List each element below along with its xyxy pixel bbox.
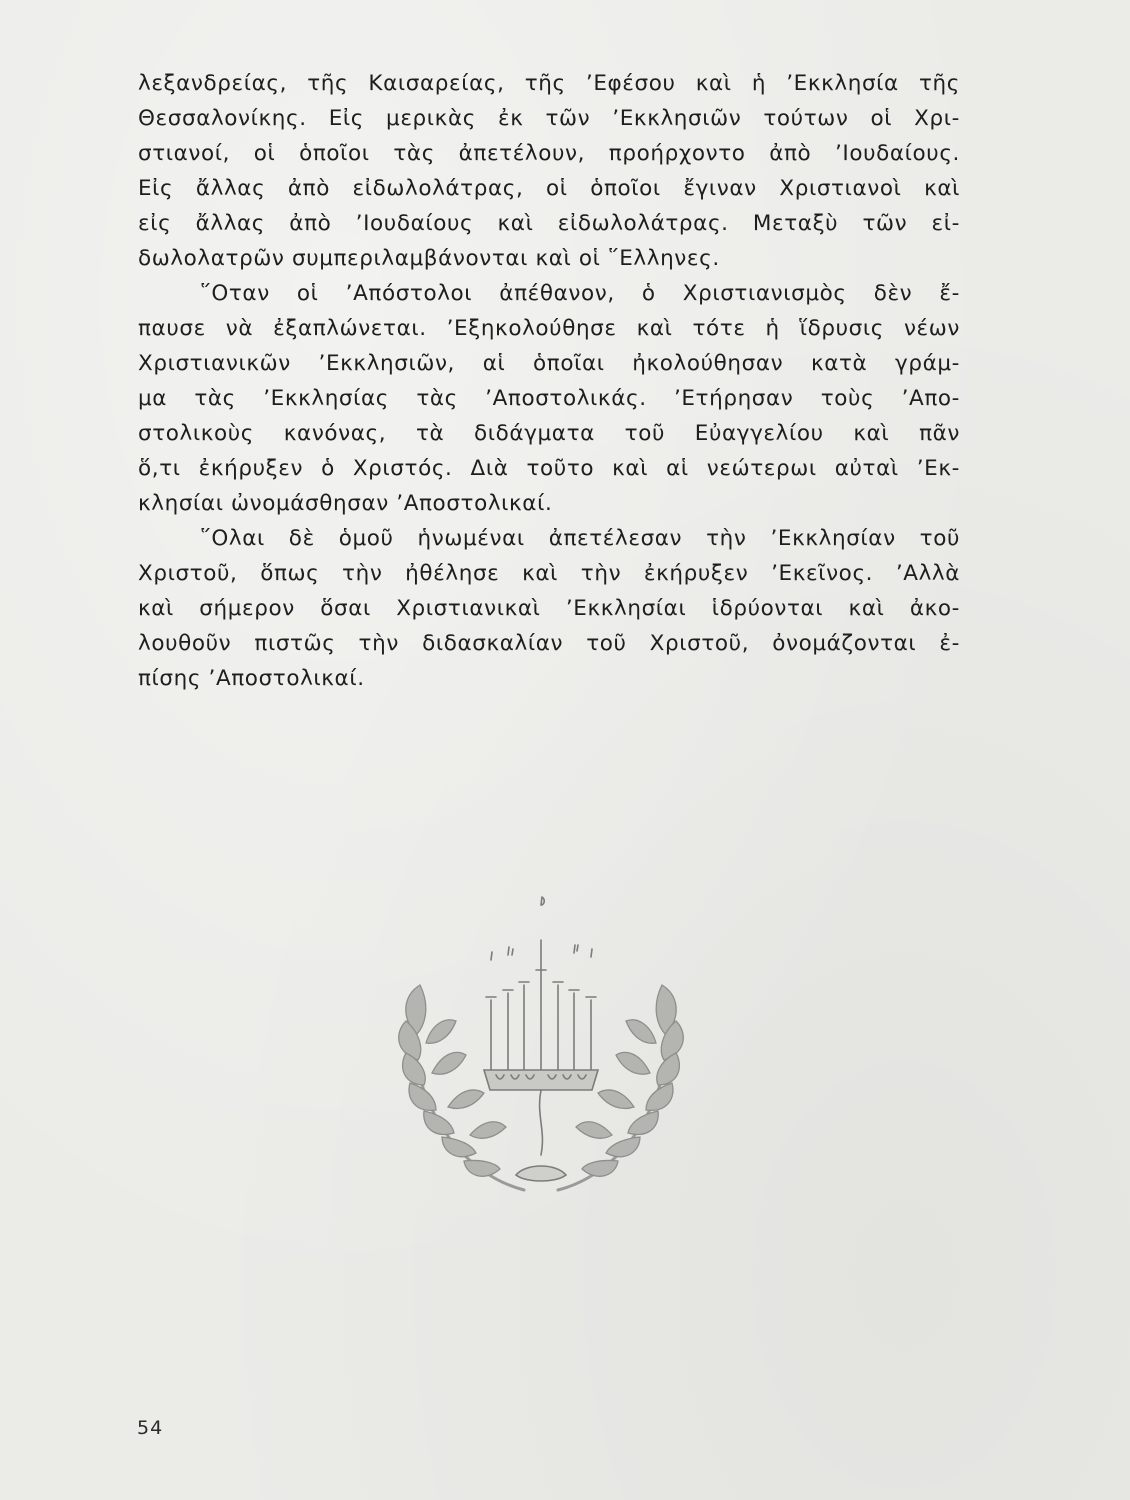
text-line: Εἰς ἄλλας ἀπὸ εἰδωλολάτρας, οἱ ὁποῖοι ἔγιναν Χριστιανοὶ καὶ	[138, 176, 960, 201]
paragraph-start-line: ῞Ολαι δὲ ὁμοῦ ἡνωμέναι ἀπετέλεσαν τὴν ’Εκκλησίαν τοῦ	[200, 526, 960, 551]
text-line: καὶ σήμερον ὅσαι Χριστιανικαὶ ’Εκκλησίαι ἱδρύονται καὶ ἀκο-	[138, 596, 960, 621]
text-line: Χριστοῦ, ὅπως τὴν ἠθέλησε καὶ τὴν ἐκήρυξεν ’Εκεῖνος. ’Αλλὰ	[138, 561, 960, 586]
body-text	[138, 66, 960, 696]
text-line: λεξανδρείας, τῆς Καισαρείας, τῆς ’Εφέσου καὶ ἡ ’Εκκλησία τῆς	[138, 71, 960, 96]
text-line: στιανοί, οἱ ὁποῖοι τὰς ἀπετέλουν, προήρχοντο ἀπὸ ’Ιουδαίους.	[138, 141, 960, 166]
menorah-laurel-wreath-icon	[396, 885, 686, 1225]
text-line: κλησίαι ὠνομάσθησαν ’Αποστολικαί.	[138, 491, 553, 516]
text-line: ὅ,τι ἐκήρυξεν ὁ Χριστός. Διὰ τοῦτο καὶ αἱ νεώτερωι αὐταὶ ’Εκ-	[138, 456, 960, 481]
text-line: δωλολατρῶν συμπεριλαμβάνονται καὶ οἱ ῞Ελληνες.	[138, 246, 720, 271]
paragraph-start-line: ῞Οταν οἱ ’Απόστολοι ἀπέθανον, ὁ Χριστιανισμὸς δὲν ἔ-	[200, 281, 960, 306]
page-number: 54	[137, 1417, 164, 1439]
text-line: πίσης ’Αποστολικαί.	[138, 666, 365, 691]
text-line: μα τὰς ’Εκκλησίας τὰς ’Αποστολικάς. ’Ετήρησαν τοὺς ’Απο-	[138, 386, 960, 411]
text-line: στολικοὺς κανόνας, τὰ διδάγματα τοῦ Εὐαγγελίου καὶ πᾶν	[138, 421, 960, 446]
text-line: Χριστιανικῶν ’Εκκλησιῶν, αἱ ὁποῖαι ἠκολούθησαν κατὰ γράμ-	[138, 351, 960, 376]
text-line: λουθοῦν πιστῶς τὴν διδασκαλίαν τοῦ Χριστοῦ, ὀνομάζονται ἐ-	[138, 631, 960, 656]
text-line: Θεσσαλονίκης. Εἰς μερικὰς ἐκ τῶν ’Εκκλησιῶν τούτων οἱ Χρι-	[138, 106, 960, 131]
text-line: εἰς ἄλλας ἀπὸ ’Ιουδαίους καὶ εἰδωλολάτρας. Μεταξὺ τῶν εἰ-	[138, 211, 960, 236]
text-line: παυσε νὰ ἐξαπλώνεται. ’Εξηκολούθησε καὶ τότε ἡ ἵδρυσις νέων	[138, 316, 960, 341]
